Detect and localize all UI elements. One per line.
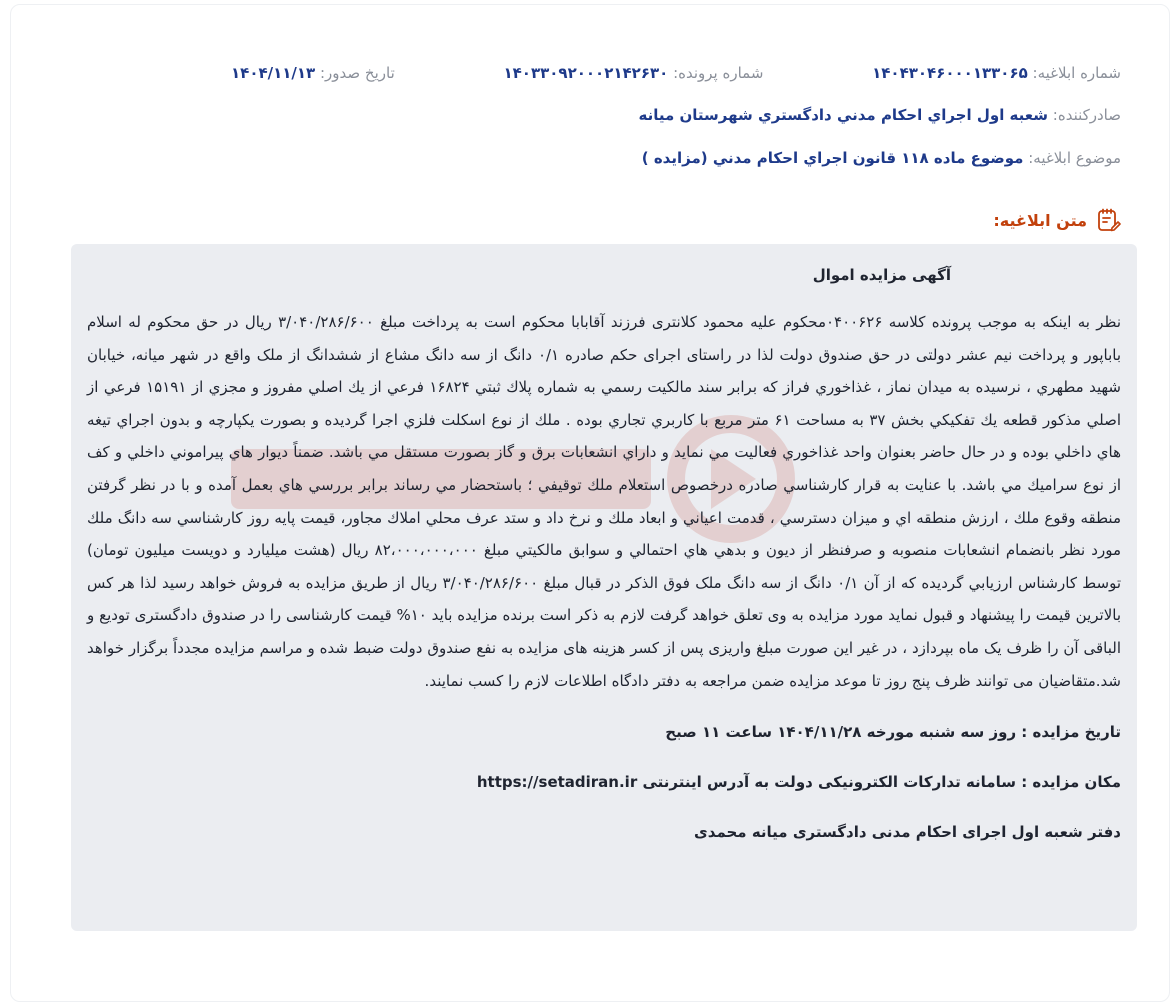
issuer-label: صادرکننده:	[1052, 106, 1121, 124]
auction-date: تاریخ مزایده : روز سه شنبه مورخه ۱۴۰۴/۱۱/۲۸ ساعت ۱۱ صبح	[665, 723, 1121, 742]
issuer-value: شعبه اول اجراي احكام مدني دادگستري شهرستان ميانه	[638, 106, 1048, 124]
case-number	[503, 61, 763, 85]
case-number-label: شماره پرونده:	[673, 64, 764, 82]
notice-number-value: ۱۴۰۴۳۰۴۶۰۰۰۱۳۳۰۶۵	[872, 64, 1028, 82]
office-signature: دفتر شعبه اول اجرای احکام مدنی دادگستری میانه محمدی	[694, 823, 1121, 842]
notice-body: نظر به اینکه به موجب پرونده کلاسه ۰۴۰۰۶۲۶محکوم علیه محمود کلانتری فرزند آقابابا محکوم است به پرداخت مبلغ ۳/۰۴۰/۲۸۶/۶۰۰ ریال در حق محکوم له اسلام باباپور و پرداخت نیم عشر دولتی در حق صندوق دولت لذا در راستای اجرای حکم صادره ۰/۱ دانگ از سه دانگ مشاع از ششدانگ از ملک واقع در شهر میانه، خیابان شهید مطهري ، نرسیده به میدان نماز ، غذاخوري فراز كه برابر سند مالكيت رسمي به شماره پلاك ثبتي ۱۶۸۲۴ فرعي از يك اصلي مفروز و مجزي از ۱۵۱۹۱ فرعي از اصلي مذكور قطعه يك تفكيكي بخش ۳۷ به مساحت ۶۱ متر مربع با كاربري تجاري بوده . ملك از نوع اسكلت فلزي اجرا گرديده و بصورت يكپارچه و بدون اجراي تيغه هاي داخلي بوده و در حال حاضر بعنوان واحد غذاخوري فعاليت مي نمايد و داراي انشعابات برق و گاز بصورت مستقل مي باشد. ضمناً ديوار هاي پيراموني داخلي و كف از نوع سراميك مي باشد. با عنايت به قرار كارشناسي صادره درخصوص استعلام ملك توقيفي ؛ باستحضار مي رساند برابر بررسي هاي بعمل آمده و با در نظر گرفتن منطقه وقوع ملك ، ارزش منطقه اي و ميزان دسترسي ، قدمت اعياني و ابعاد ملك و نرخ داد و ستد عرف محلي املاك مجاور، قيمت پايه روز كارشناسي سه دانگ ملك مورد نظر بانضمام انشعابات منصوبه و صرفنظر از ديون و بدهي هاي احتمالي و سوابق مالكيتي مبلغ ۸۲،۰۰۰،۰۰۰،۰۰۰ ريال (هشت ميليارد و دويست ميليون تومان) توسط كارشناس ارزيابي گرديده كه از آن ۰/۱ دانگ از سه دانگ ملک فوق الذکر در قبال مبلغ ۳/۰۴۰/۲۸۶/۶۰۰ ریال از طریق مزایده به فروش خواهد رسید لذا هر کس بالاترین قیمت را پیشنهاد و قبول نماید مورد مزایده به وی تعلق خواهد گرفت لازم به ذکر است برنده مزایده باید ۱۰% قیمت کارشناسی را در صندوق دادگستری تودیع و الباقی آن را ظرف یک ماه بپردازد ، در غیر این صورت مبلغ واریزی پس از کسر هزینه های مزایده به نفع صندوق دولت ضبط شده و مراسم مزایده مجدداً برگزار خواهد شد.متقاضیان می توانند ظرف پنج روز تا موعد مزایده ضمن مراجعه به دفتر دادگاه اطلاعات لازم را کسب نمایند.	[87, 313, 1122, 690]
subject-label: موضوع ابلاغیه:	[1028, 149, 1121, 167]
case-number-value: ۱۴۰۳۳۰۹۲۰۰۰۲۱۴۲۶۳۰	[503, 64, 669, 82]
auction-place: مکان مزایده : سامانه تدارکات الکترونیکی دولت به آدرس اینترنتی https://setadiran.ir	[476, 773, 1121, 792]
issue-date	[231, 61, 395, 85]
notice-meta-row	[231, 61, 1121, 85]
notice-card	[10, 4, 1170, 1002]
subject-value: موضوع ماده ۱۱۸ قانون اجراي احكام مدني (مزايده )	[641, 149, 1024, 167]
subject-row	[642, 146, 1121, 170]
notice-number	[872, 61, 1121, 85]
document-edit-icon	[1095, 207, 1121, 233]
notice-text-title: متن ابلاغیه:	[993, 210, 1087, 230]
notice-text-box	[71, 244, 1137, 931]
issue-date-value: ۱۴۰۴/۱۱/۱۳	[231, 64, 316, 82]
issue-date-label: تاریخ صدور:	[320, 64, 395, 82]
notice-number-label: شماره ابلاغیه:	[1032, 64, 1121, 82]
notice-heading: آگهی مزایده اموال	[812, 266, 951, 284]
issuer-row	[639, 103, 1122, 127]
notice-text-section-title	[993, 207, 1121, 233]
